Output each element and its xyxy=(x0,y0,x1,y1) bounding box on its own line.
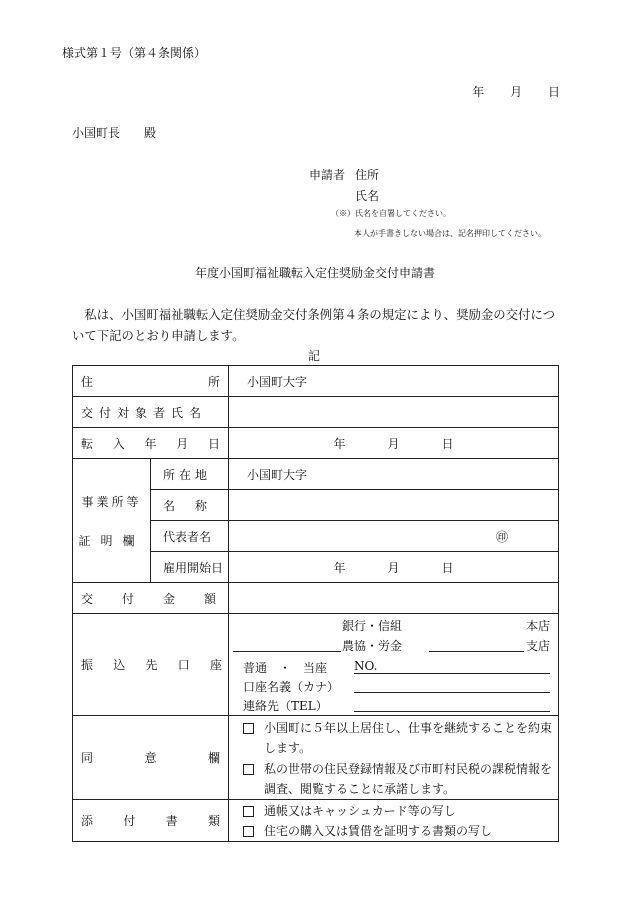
document-title: 年度小国町福祉職転入定住奨励金交付申請書 xyxy=(194,266,435,280)
bank-account-block xyxy=(229,614,559,716)
branch-sub: 支店 xyxy=(525,638,550,653)
applicant-address-label: 住所 xyxy=(355,168,380,182)
representative-label: 代表者名 xyxy=(151,521,229,552)
row-attachments xyxy=(73,800,559,842)
address-field[interactable]: 小国町大字 xyxy=(229,366,559,397)
addressee xyxy=(72,124,156,141)
bank-label: 振 込 先 口 座 xyxy=(81,658,222,672)
bank-type-bank: 銀行・信組 xyxy=(342,618,403,633)
row-movein-date xyxy=(73,428,559,459)
attach-checkbox-2[interactable] xyxy=(243,826,254,837)
date-month: 月 xyxy=(510,85,523,99)
bank-name-line-1[interactable] xyxy=(233,651,341,652)
contact-label: 連絡先（TEL） xyxy=(243,698,328,713)
movein-day: 日 xyxy=(441,436,454,451)
movein-label: 転 入 年 月 日 xyxy=(81,436,220,451)
office-label: 事業所等 xyxy=(81,494,142,509)
address-label-char2: 所 xyxy=(207,374,220,389)
application-form-table xyxy=(72,365,559,842)
office-name-field[interactable] xyxy=(229,490,559,521)
attachments-block xyxy=(229,800,559,842)
address-label xyxy=(73,373,228,390)
applicant-label: 申請者 xyxy=(309,168,346,182)
employment-start-label: 雇用開始日 xyxy=(151,552,229,583)
amount-label-cell xyxy=(73,583,229,614)
movein-label-cell xyxy=(73,428,229,459)
recipient-label: 交付対象者氏名 xyxy=(81,405,208,420)
bank-label-cell xyxy=(73,614,229,716)
applicant-name-label: 氏名 xyxy=(355,189,380,203)
consent-label: 同 意 欄 xyxy=(81,751,220,765)
amount-label: 交 付 金 額 xyxy=(81,591,216,606)
application-statement: 私は、小国町福祉職転入定住奨励金交付条例第４条の規定により、奨励金の交付について下記のとおり申請します。 xyxy=(72,307,555,343)
date-day: 日 xyxy=(547,85,560,99)
attach-checkbox-1[interactable] xyxy=(243,806,254,817)
account-number-line[interactable] xyxy=(354,673,550,674)
row-amount xyxy=(73,583,559,614)
row-office-location xyxy=(73,459,559,490)
employment-start-field[interactable] xyxy=(229,552,559,583)
location-label: 所在地 xyxy=(151,459,229,490)
employ-day: 日 xyxy=(441,560,454,575)
date-year: 年 xyxy=(472,85,485,99)
cert-label: 証明欄 xyxy=(78,533,145,548)
employ-month: 月 xyxy=(387,560,400,575)
contact-line[interactable] xyxy=(354,711,550,712)
movein-date-field[interactable] xyxy=(229,428,559,459)
consent-checkbox-1[interactable] xyxy=(243,723,254,734)
row-address xyxy=(73,366,559,397)
account-holder-line[interactable] xyxy=(354,692,550,693)
address-label-cell xyxy=(73,366,229,397)
attach-label-cell xyxy=(73,800,229,842)
account-type[interactable]: 普通 ・ 当座 xyxy=(243,660,328,675)
recipient-label-cell xyxy=(73,397,229,428)
consent-block xyxy=(229,716,559,800)
ki-marker: 記 xyxy=(308,349,321,363)
application-date xyxy=(450,83,560,100)
seal-note: 本人が手書きしない場合は、記名押印してください。 xyxy=(354,229,546,238)
row-consent xyxy=(73,716,559,800)
addressee-name: 小国町長 xyxy=(72,126,121,140)
branch-name-line[interactable] xyxy=(429,651,524,652)
movein-year: 年 xyxy=(333,436,346,451)
representative-field[interactable] xyxy=(229,521,559,552)
row-bank-account xyxy=(73,614,559,716)
recipient-name-field[interactable] xyxy=(229,397,559,428)
movein-month: 月 xyxy=(387,436,400,451)
signature-note: （※）氏名を自署してください。 xyxy=(331,209,451,218)
attach-text-2: 住宅の購入又は賃借を証明する書類の写し xyxy=(264,823,493,838)
attach-text-1: 通帳又はキャッシュカード等の写し xyxy=(264,803,456,818)
location-field[interactable]: 小国町大字 xyxy=(229,459,559,490)
amount-field[interactable] xyxy=(229,583,559,614)
office-name-label: 名称 xyxy=(151,490,229,521)
address-label-char1: 住 xyxy=(81,374,94,389)
consent-text-1: 小国町に５年以上居住し、仕事を継続することを約束します。 xyxy=(264,720,553,755)
account-number-label: NO. xyxy=(354,658,378,673)
form-number: 様式第１号（第４条関係） xyxy=(62,46,207,60)
employ-year: 年 xyxy=(333,560,346,575)
row-recipient xyxy=(73,397,559,428)
office-cert-label-cell xyxy=(73,459,151,583)
consent-label-cell xyxy=(73,716,229,800)
seal-mark: ㊞ xyxy=(495,529,508,544)
addressee-honorific: 殿 xyxy=(144,126,157,140)
bank-type-coop: 農協・労金 xyxy=(342,638,403,653)
branch-main: 本店 xyxy=(525,618,550,633)
account-holder-label: 口座名義（カナ） xyxy=(243,679,340,694)
attach-label: 添 付 書 類 xyxy=(81,814,220,828)
consent-text-2: 私の世帯の住民登録情報及び市町村民税の課税情報を調査、閲覧することに承諾します。 xyxy=(264,761,553,796)
consent-checkbox-2[interactable] xyxy=(243,764,254,775)
